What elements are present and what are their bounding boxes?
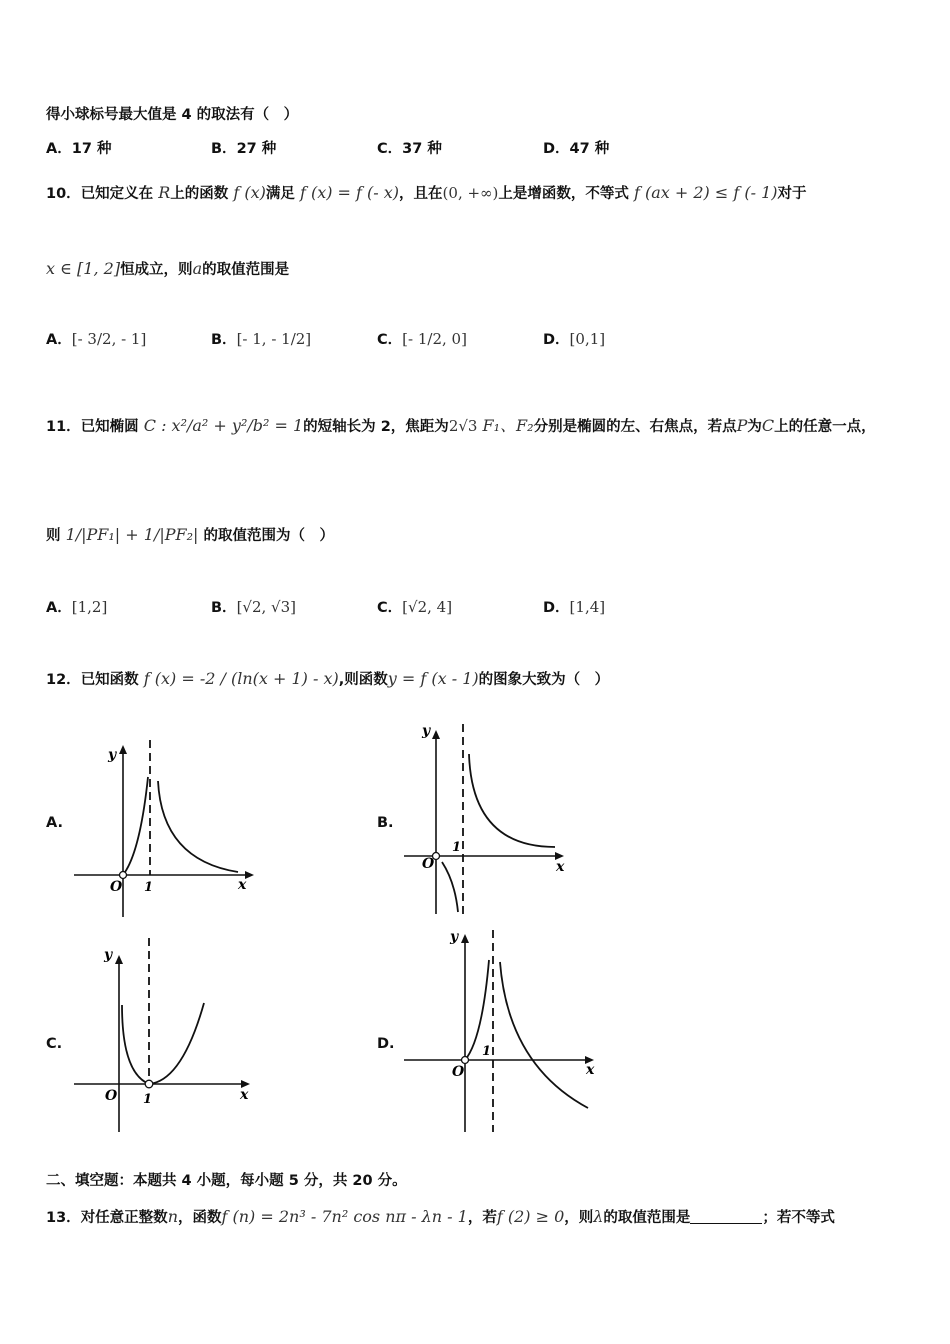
y-axis-arrow — [461, 934, 469, 943]
tick-one-label: 1 — [452, 840, 462, 855]
q10-text: 上的函数 — [170, 186, 229, 202]
option-label: C． — [377, 600, 403, 616]
q13-text: ；若不等式 — [762, 1210, 835, 1226]
math-n: n — [167, 1207, 178, 1226]
option-label: A． — [46, 332, 72, 348]
math-P: P — [736, 416, 748, 435]
x-axis-label: x — [586, 1062, 595, 1078]
origin-label: O — [422, 856, 435, 872]
question-number: 13． — [46, 1210, 81, 1226]
q10-line1 — [46, 182, 807, 203]
option-value: [- 1, - 1/2] — [236, 330, 312, 348]
option-label: B． — [211, 332, 237, 348]
q10-option-d — [543, 328, 605, 349]
y-axis-label: y — [108, 747, 117, 763]
x-axis-label: x — [240, 1087, 249, 1103]
q10-text: 的取值范围是 — [202, 262, 290, 278]
option-label: D． — [543, 332, 570, 348]
option-value: [1,4] — [569, 598, 606, 616]
graph-c-label: C. — [46, 1036, 63, 1052]
q11-text: 为 — [747, 419, 762, 435]
q10-text: 上是增函数，不等式 — [498, 186, 629, 202]
prev-option-c — [377, 137, 442, 158]
y-axis-arrow — [432, 730, 440, 739]
hole-at-one — [145, 1080, 153, 1088]
option-label: A． — [46, 141, 72, 157]
y-axis-label: y — [450, 929, 459, 945]
origin-label: O — [105, 1088, 118, 1104]
q10-text: 满足 — [265, 186, 295, 202]
q12-text: 已知函数 — [80, 672, 139, 688]
option-value: [√2, √3] — [236, 598, 297, 616]
q11-option-d — [543, 596, 605, 617]
curve-right — [500, 962, 588, 1108]
math-fx: f (x) — [233, 183, 266, 202]
math-R: R — [158, 183, 171, 202]
curve-right — [158, 781, 238, 872]
origin-hole — [462, 1057, 469, 1064]
math-C: C — [761, 416, 775, 435]
graph-d-label: D. — [377, 1036, 395, 1052]
option-label: D． — [543, 600, 570, 616]
question-number: 12． — [46, 672, 81, 688]
q11-text: 上的任意一点， — [774, 419, 876, 435]
curve-right — [469, 754, 555, 847]
math-f2-condition: f (2) ≥ 0 — [496, 1207, 565, 1226]
q12-text: ,则函数 — [338, 672, 388, 688]
option-value: [1,2] — [71, 598, 108, 616]
prev-option-b — [211, 137, 276, 158]
math-expression: 1/|PF₁| + 1/|PF₂| — [65, 525, 199, 544]
option-label: B． — [211, 141, 237, 157]
math-shifted-function: y = f (x - 1) — [387, 669, 479, 688]
graph-b — [400, 722, 590, 917]
option-value: 27 种 — [236, 141, 277, 157]
y-axis-arrow — [115, 955, 123, 964]
option-value: 47 种 — [569, 141, 610, 157]
option-value: [0,1] — [569, 330, 606, 348]
q10-text: ，且在 — [399, 186, 443, 202]
math-ellipse: C : x²/a² + y²/b² = 1 — [143, 416, 304, 435]
prev-question-tail: 得小球标号最大值是 4 的取法有（ ） — [46, 107, 299, 123]
q11-text: 分别是椭圆的左、右焦点，若点 — [533, 419, 737, 435]
q11-text: 的取值范围为（ ） — [203, 528, 334, 544]
math-function-fn: f (n) = 2n³ - 7n² cos nπ - λn - 1 — [221, 1207, 468, 1226]
math-interval: (0, +∞) — [442, 184, 499, 202]
q13-text: 的取值范围是 — [603, 1210, 691, 1226]
math-focal-distance: 2√3 — [448, 417, 478, 435]
q11-line2 — [46, 524, 334, 545]
math-foci: F₁、F₂ — [482, 416, 534, 435]
q13-line1 — [46, 1206, 835, 1227]
graph-a — [70, 735, 260, 920]
question-number: 10． — [46, 186, 81, 202]
origin-label: O — [110, 879, 123, 895]
tick-one-label: 1 — [482, 1044, 492, 1059]
math-function-def: f (x) = -2 / (ln(x + 1) - x) — [143, 669, 339, 688]
q10-option-a — [46, 328, 146, 349]
answer-blank[interactable] — [690, 1209, 762, 1224]
q10-option-b — [211, 328, 311, 349]
section-title: 二、填空题：本题共 4 小题，每小题 5 分，共 20 分。 — [46, 1173, 407, 1189]
math-even-condition: f (x) = f (- x) — [299, 183, 400, 202]
x-axis-label: x — [238, 877, 247, 893]
q12-text: 的图象大致为（ ） — [478, 672, 610, 688]
q10-text: 恒成立，则 — [120, 262, 193, 278]
prev-option-a — [46, 137, 111, 158]
option-value: 37 种 — [402, 141, 442, 157]
tick-one-label: 1 — [143, 1092, 153, 1107]
math-x-range: x ∈ [1, 2] — [46, 259, 121, 278]
q10-line2 — [46, 258, 289, 279]
tick-one-label: 1 — [144, 880, 154, 895]
q13-text: ，则 — [564, 1210, 594, 1226]
q11-text: 则 — [46, 528, 61, 544]
q11-option-a — [46, 596, 107, 617]
curve-right — [149, 1003, 204, 1084]
graph-c — [70, 935, 260, 1135]
option-value: [√2, 4] — [402, 598, 453, 616]
q13-text: 对任意正整数 — [80, 1210, 168, 1226]
option-value: [- 3/2, - 1] — [71, 330, 147, 348]
option-label: A． — [46, 600, 72, 616]
option-label: C． — [377, 141, 403, 157]
option-label: D． — [543, 141, 570, 157]
q11-text: 的短轴长为 2，焦距为 — [303, 419, 449, 435]
q13-text: ，若 — [467, 1210, 497, 1226]
q13-text: ，函数 — [178, 1210, 222, 1226]
q10-text: 对于 — [777, 186, 807, 202]
option-value: 17 种 — [71, 141, 112, 157]
graph-d — [400, 925, 605, 1135]
y-axis-arrow — [119, 745, 127, 754]
origin-label: O — [452, 1064, 465, 1080]
option-value: [- 1/2, 0] — [402, 330, 467, 348]
origin-hole — [120, 872, 127, 879]
graph-a-label: A. — [46, 815, 63, 831]
q11-option-b — [211, 596, 296, 617]
math-inequality: f (ax + 2) ≤ f (- 1) — [633, 183, 778, 202]
y-axis-label: y — [104, 947, 113, 963]
q10-text: 已知定义在 — [80, 186, 154, 202]
graph-b-label: B. — [377, 815, 394, 831]
prev-option-d — [543, 137, 609, 158]
question-number: 11． — [46, 419, 81, 435]
curve-left — [442, 862, 458, 912]
option-label: B． — [211, 600, 237, 616]
curve-left — [122, 1005, 149, 1084]
option-label: C． — [377, 332, 403, 348]
q11-option-c — [377, 596, 452, 617]
q11-line1 — [46, 413, 876, 436]
x-axis-label: x — [556, 859, 565, 875]
q12-line1 — [46, 668, 609, 689]
math-a: a — [192, 259, 203, 278]
y-axis-label: y — [422, 723, 431, 739]
curve-left — [123, 777, 148, 875]
q10-option-c — [377, 328, 467, 349]
math-lambda: λ — [593, 1207, 604, 1226]
q11-text: 已知椭圆 — [80, 419, 139, 435]
